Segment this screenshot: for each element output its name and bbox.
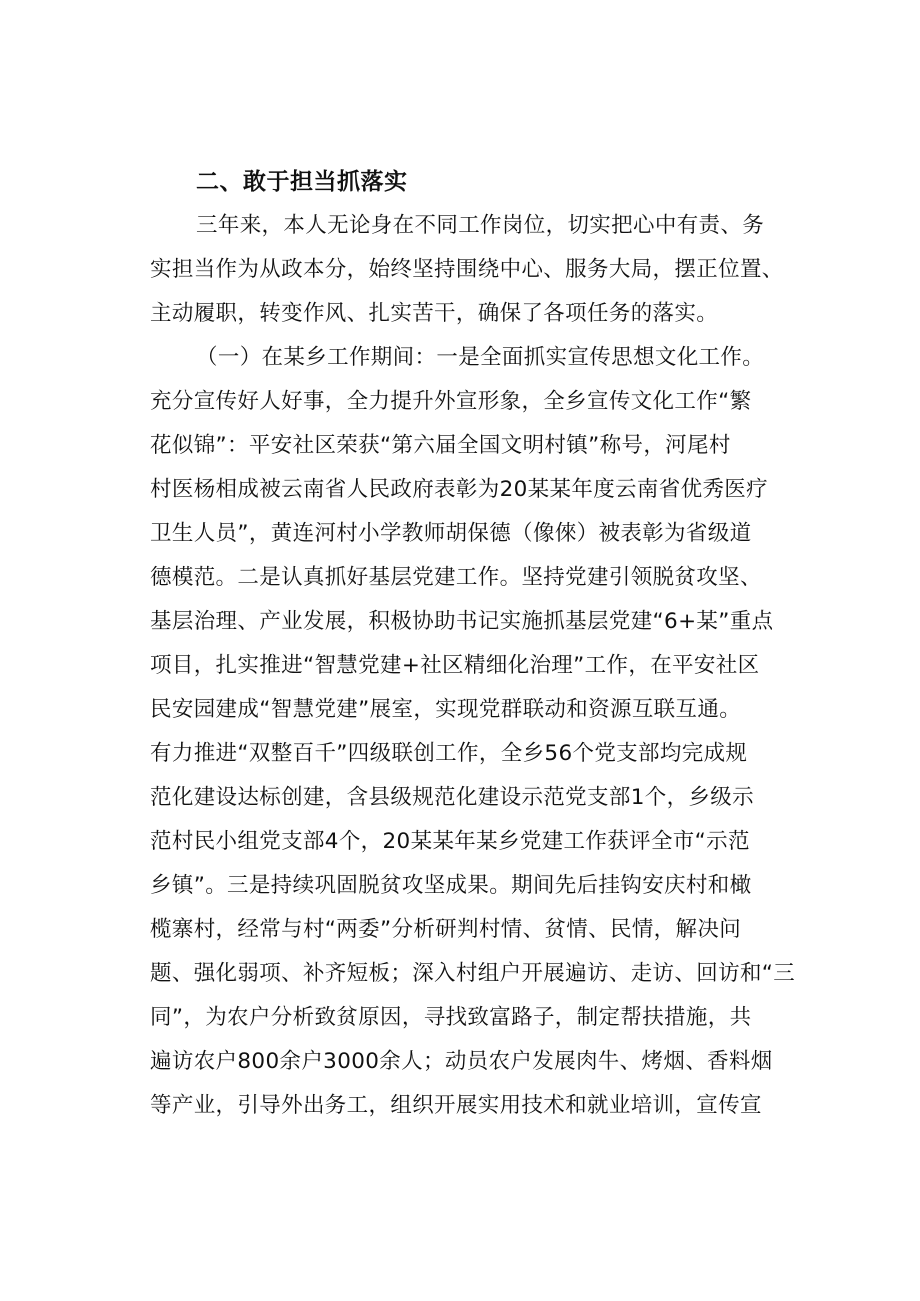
paragraph-line: 卫生人员”，黄连河村小学教师胡保德（像倈）被表彰为省级道: [150, 521, 752, 546]
paragraph-line: （一）在某乡工作期间：一是全面抓实宣传思想文化工作。: [196, 345, 765, 370]
paragraph-line: 乡镇”。三是持续巩固脱贫攻坚成果。期间先后挂钩安庆村和橄: [150, 873, 752, 898]
section-heading: 二、敢于担当抓落实: [196, 169, 408, 195]
paragraph-line: 榄寨村，经常与村“两委”分析研判村情、贫情、民情，解决问: [150, 917, 742, 942]
paragraph-line: 三年来，本人无论身在不同工作岗位，切实把心中有责、务: [196, 213, 765, 238]
paragraph-line: 等产业，引导外出务工，组织开展实用技术和就业培训，宣传宣: [150, 1093, 762, 1118]
paragraph-line: 主动履职，转变作风、扎实苦干，确保了各项任务的落实。: [150, 301, 719, 326]
paragraph-line: 充分宣传好人好事，全力提升外宣形象，全乡宣传文化工作“繁: [150, 389, 752, 414]
paragraph-line: 村医杨相成被云南省人民政府表彰为20某某年度云南省优秀医疗: [150, 477, 769, 502]
paragraph-line: 遍访农户800余户3000余人；动员农户发展肉牛、烤烟、香料烟: [150, 1049, 773, 1074]
paragraph-line: 题、强化弱项、补齐短板；深入村组户开展遍访、走访、回访和“三: [150, 961, 796, 986]
paragraph-line: 范化建设达标创建，含县级规范化建设示范党支部1个，乡级示: [150, 785, 754, 810]
paragraph-line: 同”，为农户分析致贫原因，寻找致富路子，制定帮扶措施，共: [150, 1005, 752, 1030]
paragraph-line: 德模范。二是认真抓好基层党建工作。坚持党建引领脱贫攻坚、: [150, 565, 762, 590]
paragraph-line: 实担当作为从政本分，始终坚持围绕中心、服务大局，摆正位置、: [150, 257, 784, 282]
paragraph-line: 花似锦”：平安社区荣获“第六届全国文明村镇”称号，河尾村: [150, 433, 731, 458]
paragraph-line: 有力推进“双整百千”四级联创工作，全乡56个党支部均完成规: [150, 741, 748, 766]
paragraph-line: 基层治理、产业发展，积极协助书记实施抓基层党建“6+某”重点: [150, 609, 774, 634]
paragraph-line: 民安园建成“智慧党建”展室，实现党群联动和资源互联互通。: [150, 697, 742, 722]
paragraph-line: 范村民小组党支部4个，20某某年某乡党建工作获评全市“示范: [150, 829, 750, 854]
paragraph-line: 项目，扎实推进“智慧党建+社区精细化治理”工作，在平安社区: [150, 653, 760, 678]
